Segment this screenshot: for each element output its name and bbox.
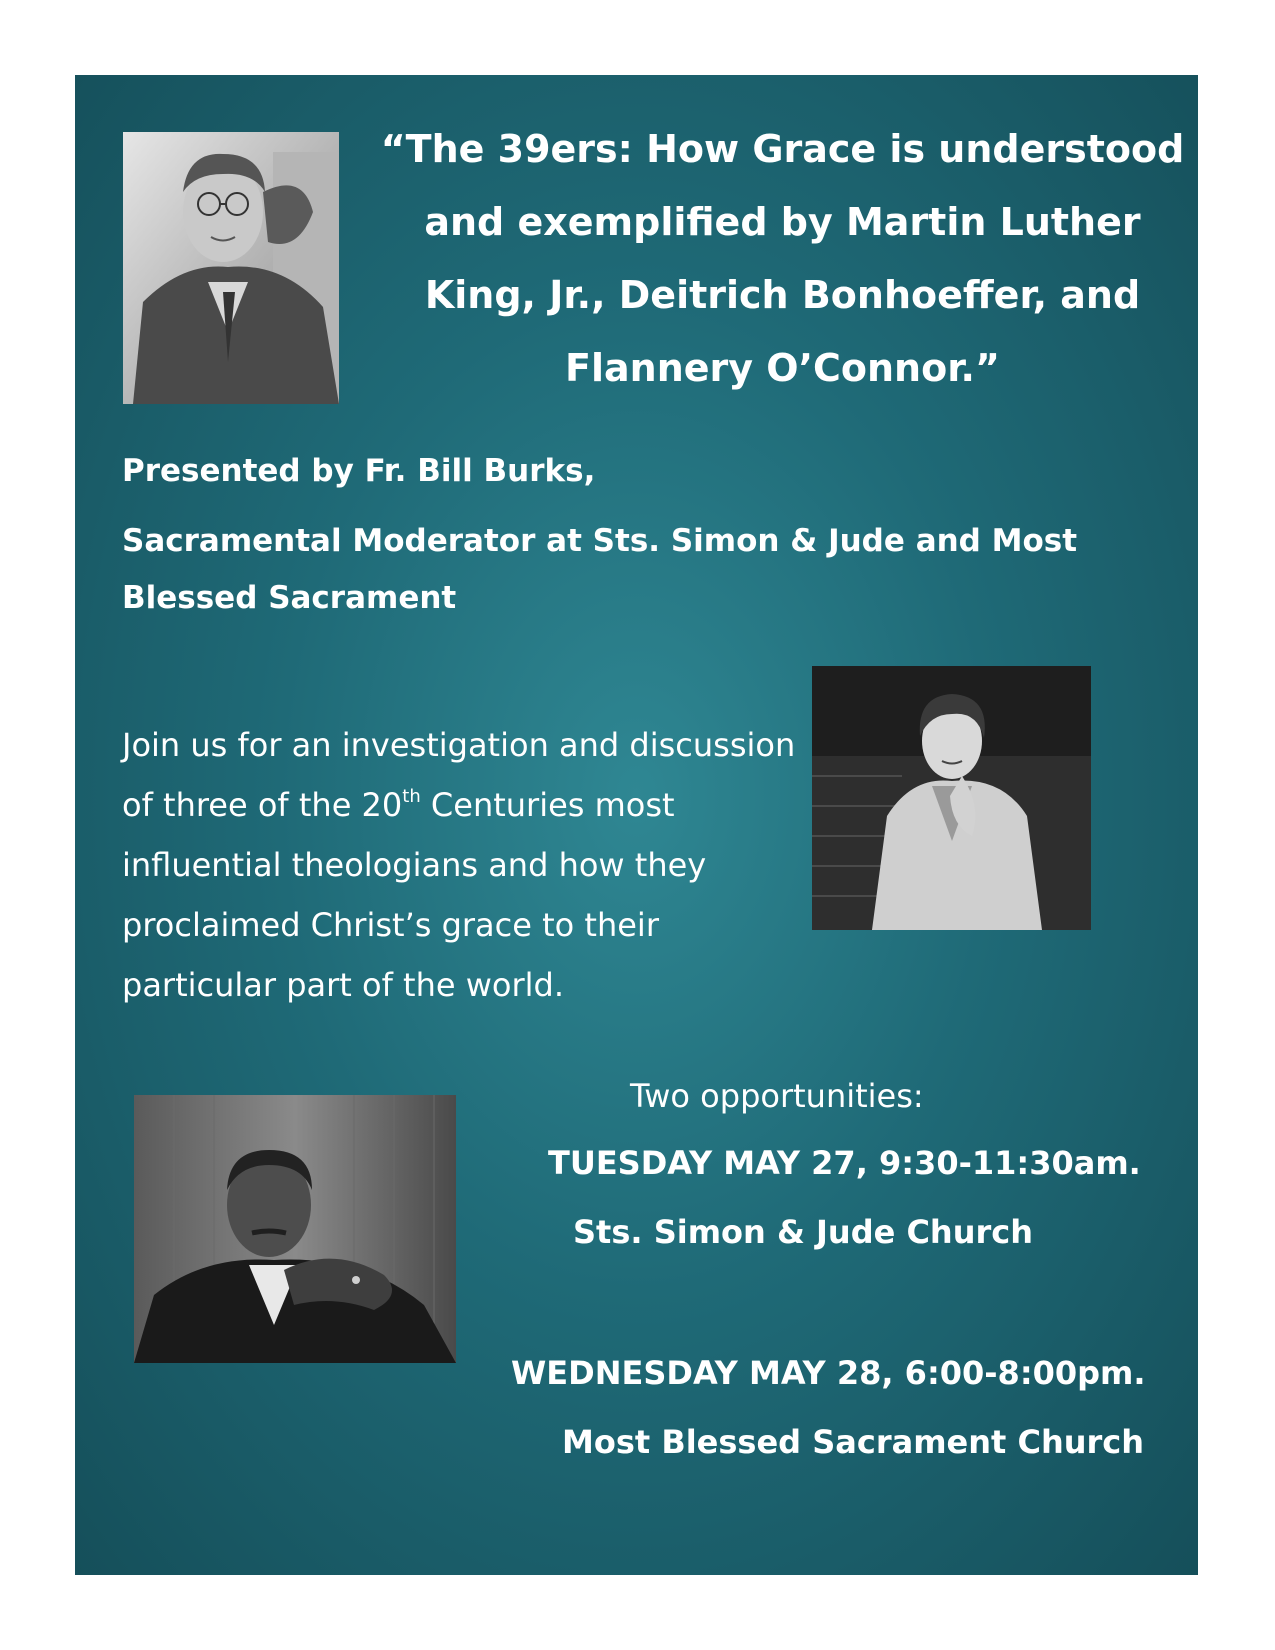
session-1-location: Sts. Simon & Jude Church	[573, 1213, 1034, 1251]
presenter-line-3: Blessed Sacrament	[122, 580, 457, 616]
description-line-2: of three of the 20th Centuries most	[122, 786, 675, 824]
title-line-2: and exemplified by Martin Luther	[424, 200, 1141, 244]
title-line-3: King, Jr., Deitrich Bonhoeffer, and	[424, 273, 1141, 317]
presenter-line-2: Sacramental Moderator at Sts. Simon & Jude and Most	[122, 523, 1078, 559]
oconnor-photo	[812, 666, 1091, 930]
description-line-3: influential theologians and how they	[122, 846, 707, 884]
title-line-4: Flannery O’Connor.”	[565, 346, 1000, 390]
description-line-1: Join us for an investigation and discussion	[122, 726, 796, 764]
event-title	[370, 113, 1195, 405]
session-1-time: TUESDAY MAY 27, 9:30-11:30am.	[548, 1144, 1141, 1182]
event-description	[122, 715, 795, 1015]
description-line-4: proclaimed Christ’s grace to their	[122, 906, 659, 944]
ordinal-suffix: th	[402, 786, 421, 807]
description-line-5: particular part of the world.	[122, 966, 564, 1004]
presenter-line-1: Presented by Fr. Bill Burks,	[122, 453, 596, 489]
session-2-time: WEDNESDAY MAY 28, 6:00-8:00pm.	[511, 1354, 1146, 1392]
session-2-location: Most Blessed Sacrament Church	[562, 1423, 1145, 1461]
title-line-1: “The 39ers: How Grace is understood	[380, 127, 1185, 171]
mlk-photo	[134, 1095, 456, 1363]
flyer-panel	[75, 75, 1198, 1575]
opportunities-heading: Two opportunities:	[630, 1077, 924, 1115]
bonhoeffer-photo	[123, 132, 339, 404]
